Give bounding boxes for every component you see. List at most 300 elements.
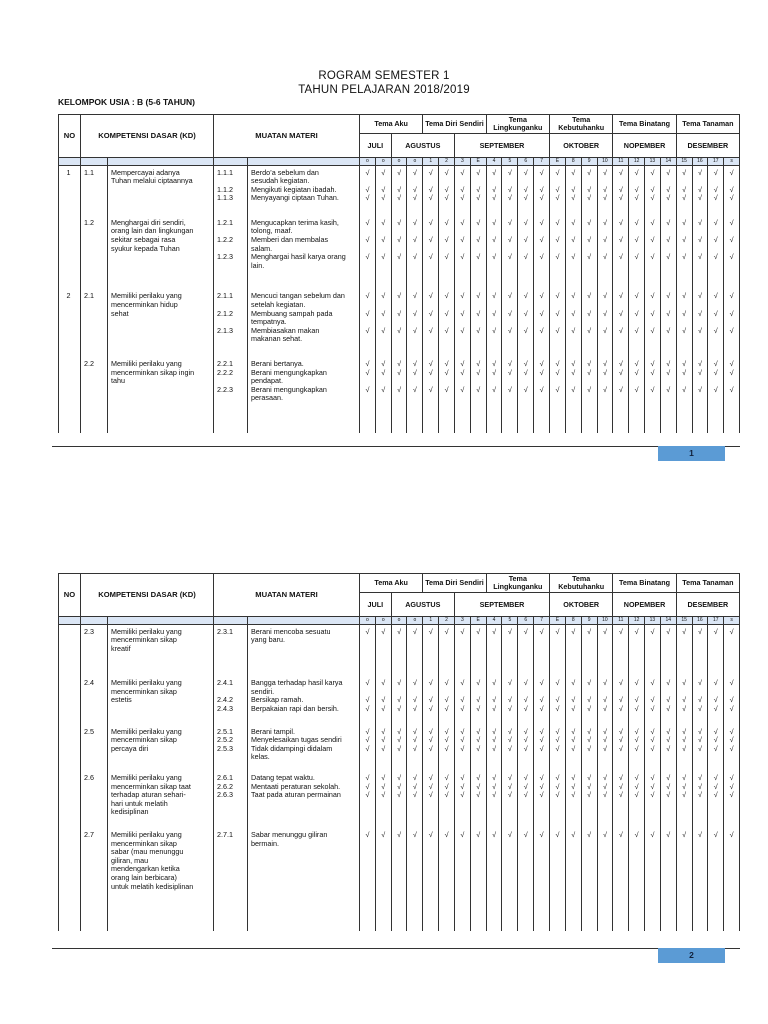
week-number: 17 — [708, 617, 724, 625]
week-check-cell — [454, 628, 470, 654]
check-mark: √ — [555, 627, 560, 636]
check-mark: √ — [365, 790, 370, 800]
check-mark: √ — [476, 184, 481, 194]
materi-code: 2.5.1 — [217, 727, 233, 736]
month-header: OKTOBER — [550, 134, 613, 158]
week-check-cell — [502, 219, 518, 271]
week-check-cell — [565, 831, 581, 891]
check-mark: √ — [555, 360, 560, 368]
week-check-cell — [486, 628, 502, 654]
check-mark: √ — [539, 774, 544, 783]
check-mark: √ — [476, 325, 481, 335]
week-number: o — [407, 617, 423, 625]
check-mark: √ — [634, 292, 639, 301]
week-check-cell — [613, 360, 629, 403]
check-mark: √ — [555, 695, 560, 705]
check-blank — [629, 636, 644, 645]
check-mark: √ — [476, 360, 481, 368]
kd-description — [108, 774, 214, 817]
check-mark: √ — [602, 790, 607, 800]
check-mark: √ — [634, 184, 639, 194]
check-blank — [423, 753, 438, 762]
week-check-cell — [597, 728, 613, 762]
check-mark: √ — [460, 695, 465, 705]
check-blank — [392, 394, 407, 403]
check-mark: √ — [428, 831, 433, 839]
check-mark: √ — [492, 360, 497, 368]
check-mark: √ — [507, 727, 512, 736]
theme-header: Tema Aku — [360, 574, 423, 593]
check-mark: √ — [381, 735, 386, 745]
check-blank — [376, 840, 391, 849]
kd-description-line: hari untuk melatih — [111, 798, 168, 808]
check-mark: √ — [492, 704, 497, 714]
check-mark: √ — [634, 193, 639, 203]
check-mark: √ — [444, 235, 449, 245]
week-check-cell — [439, 831, 455, 891]
check-mark: √ — [444, 774, 449, 783]
check-mark: √ — [397, 184, 402, 194]
check-mark: √ — [666, 735, 671, 745]
check-mark: √ — [397, 193, 402, 203]
check-mark: √ — [460, 774, 465, 783]
week-check-cell — [660, 679, 676, 713]
check-mark: √ — [444, 679, 449, 688]
week-check-cell — [360, 628, 376, 654]
check-mark: √ — [697, 360, 702, 368]
check-mark: √ — [476, 774, 481, 783]
week-check-cell — [708, 831, 724, 891]
check-mark: √ — [602, 774, 607, 783]
week-number: 9 — [581, 617, 597, 625]
check-mark: √ — [397, 252, 402, 262]
check-mark: √ — [666, 790, 671, 800]
week-check-cell — [613, 292, 629, 344]
check-mark: √ — [523, 704, 528, 714]
check-mark: √ — [650, 325, 655, 335]
week-check-cell — [565, 169, 581, 203]
week-check-cell — [660, 169, 676, 203]
check-mark: √ — [555, 184, 560, 194]
check-mark: √ — [587, 695, 592, 705]
check-mark: √ — [555, 292, 560, 301]
check-mark: √ — [634, 790, 639, 800]
check-blank — [677, 753, 692, 762]
materi-text: Membiasakan makan — [251, 325, 320, 335]
check-mark: √ — [365, 627, 370, 636]
materi-code: 2.3.1 — [217, 627, 233, 636]
check-blank — [360, 262, 375, 271]
check-mark: √ — [444, 743, 449, 753]
check-blank — [693, 262, 708, 271]
week-number: 6 — [518, 158, 534, 166]
week-check-cell — [676, 831, 692, 891]
document-title: ROGRAM SEMESTER 1 — [318, 70, 450, 82]
check-mark: √ — [365, 743, 370, 753]
check-mark: √ — [412, 292, 417, 301]
week-check-cell — [581, 774, 597, 817]
check-blank — [502, 262, 517, 271]
check-mark: √ — [682, 627, 687, 636]
week-check-cell — [565, 774, 581, 817]
check-mark: √ — [412, 695, 417, 705]
check-mark: √ — [523, 774, 528, 783]
check-mark: √ — [412, 193, 417, 203]
program-table-page-2 — [58, 573, 740, 931]
check-mark: √ — [428, 727, 433, 736]
check-blank — [598, 636, 613, 645]
check-mark: √ — [666, 235, 671, 245]
check-mark: √ — [397, 384, 402, 394]
check-mark: √ — [602, 367, 607, 377]
check-mark: √ — [460, 831, 465, 839]
week-number: 11 — [613, 158, 629, 166]
check-mark: √ — [587, 774, 592, 783]
week-check-cell — [629, 679, 645, 713]
check-mark: √ — [729, 308, 734, 318]
check-mark: √ — [571, 218, 576, 227]
check-mark: √ — [555, 325, 560, 335]
check-mark: √ — [412, 704, 417, 714]
check-mark: √ — [650, 704, 655, 714]
check-mark: √ — [650, 292, 655, 301]
materi-text: Membuang sampah pada — [251, 308, 333, 318]
check-blank — [502, 636, 517, 645]
check-mark: √ — [729, 184, 734, 194]
check-mark: √ — [729, 360, 734, 368]
check-mark: √ — [555, 790, 560, 800]
check-blank — [661, 394, 676, 403]
check-mark: √ — [713, 367, 718, 377]
check-mark: √ — [460, 184, 465, 194]
check-mark: √ — [460, 727, 465, 736]
check-mark: √ — [539, 184, 544, 194]
check-mark: √ — [618, 695, 623, 705]
check-mark: √ — [365, 704, 370, 714]
check-mark: √ — [682, 360, 687, 368]
week-check-cell — [518, 219, 534, 271]
materi-code: 1.2.1 — [217, 218, 233, 227]
check-mark: √ — [729, 679, 734, 688]
check-mark: √ — [571, 367, 576, 377]
week-number: o — [375, 617, 391, 625]
week-check-cell — [518, 292, 534, 344]
materi-code: 1.1.3 — [217, 193, 233, 203]
check-mark: √ — [697, 831, 702, 839]
week-check-cell — [708, 360, 724, 403]
check-mark: √ — [697, 218, 702, 227]
check-mark: √ — [666, 168, 671, 177]
check-mark: √ — [602, 360, 607, 368]
check-mark: √ — [460, 743, 465, 753]
check-blank — [360, 335, 375, 344]
week-check-cell — [708, 679, 724, 713]
week-number: 5 — [502, 617, 518, 625]
week-check-cell — [645, 292, 661, 344]
page-divider — [52, 948, 740, 949]
row-number — [59, 728, 81, 762]
check-mark: √ — [618, 831, 623, 839]
week-check-cell — [486, 831, 502, 891]
check-blank — [613, 335, 628, 344]
check-mark: √ — [507, 679, 512, 688]
check-mark: √ — [444, 384, 449, 394]
check-mark: √ — [507, 774, 512, 783]
check-mark: √ — [571, 193, 576, 203]
check-mark: √ — [729, 193, 734, 203]
week-check-cell — [470, 219, 486, 271]
materi-text: Berani mengungkapkan — [251, 384, 327, 394]
check-mark: √ — [650, 743, 655, 753]
check-mark: √ — [381, 218, 386, 227]
check-mark: √ — [713, 168, 718, 177]
materi-text: sendiri. — [251, 686, 275, 696]
check-mark: √ — [634, 384, 639, 394]
check-mark: √ — [539, 735, 544, 745]
kd-description-line: Memiliki perilaku yang — [111, 360, 182, 368]
check-mark: √ — [381, 774, 386, 783]
check-blank — [407, 262, 422, 271]
check-mark: √ — [697, 743, 702, 753]
materi-code: 1.2.3 — [217, 252, 233, 262]
check-mark: √ — [682, 704, 687, 714]
check-blank — [550, 335, 565, 344]
check-mark: √ — [539, 308, 544, 318]
check-mark: √ — [492, 235, 497, 245]
check-mark: √ — [523, 325, 528, 335]
materi-code-blank — [217, 753, 245, 762]
check-blank — [407, 394, 422, 403]
kd-description — [108, 831, 214, 891]
check-mark: √ — [539, 695, 544, 705]
check-mark: √ — [602, 325, 607, 335]
check-blank — [455, 335, 470, 344]
kd-description-line: giliran, mau — [111, 855, 149, 865]
check-blank — [724, 753, 739, 762]
check-mark: √ — [571, 695, 576, 705]
week-number: o — [375, 158, 391, 166]
materi-text: yang baru. — [251, 635, 285, 645]
check-mark: √ — [618, 360, 623, 368]
check-mark: √ — [555, 308, 560, 318]
check-blank — [534, 636, 549, 645]
materi-text: Mengikuti kegiatan ibadah. — [251, 184, 337, 194]
check-mark: √ — [650, 367, 655, 377]
check-blank — [708, 394, 723, 403]
check-blank — [407, 636, 422, 645]
month-header: SEPTEMBER — [454, 134, 549, 158]
check-mark: √ — [476, 218, 481, 227]
week-check-cell — [391, 360, 407, 403]
materi-code: 2.7.1 — [217, 831, 233, 839]
month-header: NOPEMBER — [613, 134, 676, 158]
check-mark: √ — [587, 735, 592, 745]
check-mark: √ — [428, 168, 433, 177]
week-check-cell — [391, 728, 407, 762]
check-mark: √ — [365, 252, 370, 262]
week-check-cell — [613, 169, 629, 203]
materi-text: makanan sehat. — [251, 334, 303, 344]
month-header: AGUSTUS — [391, 134, 454, 158]
materi-code: 2.2.2 — [217, 367, 233, 377]
week-row-blank — [214, 158, 248, 166]
check-mark: √ — [492, 252, 497, 262]
week-check-cell — [629, 219, 645, 271]
materi-text: Bangga terhadap hasil karya — [251, 679, 343, 688]
week-check-cell — [660, 219, 676, 271]
check-mark: √ — [476, 831, 481, 839]
check-mark: √ — [571, 627, 576, 636]
week-check-cell — [708, 628, 724, 654]
check-mark: √ — [507, 360, 512, 368]
theme-header: Tema Lingkunganku — [486, 574, 549, 593]
page-number-badge: 2 — [658, 948, 725, 963]
week-check-cell — [423, 360, 439, 403]
check-blank — [661, 840, 676, 849]
week-row-blank — [214, 617, 248, 625]
week-number: 9 — [581, 158, 597, 166]
check-mark: √ — [539, 704, 544, 714]
check-mark: √ — [650, 360, 655, 368]
check-blank — [534, 262, 549, 271]
check-blank — [645, 262, 660, 271]
week-check-cell — [708, 219, 724, 271]
competency-row — [59, 774, 740, 817]
check-blank — [502, 753, 517, 762]
check-mark: √ — [476, 168, 481, 177]
check-mark: √ — [587, 743, 592, 753]
check-mark: √ — [428, 384, 433, 394]
week-check-cell — [550, 219, 566, 271]
check-mark: √ — [682, 735, 687, 745]
week-number: 6 — [518, 617, 534, 625]
check-blank — [645, 753, 660, 762]
check-mark: √ — [507, 168, 512, 177]
row-number — [59, 831, 81, 891]
check-blank — [645, 636, 660, 645]
competency-row — [59, 292, 740, 344]
check-blank — [724, 335, 739, 344]
week-check-cell — [660, 831, 676, 891]
check-mark: √ — [555, 781, 560, 791]
check-mark: √ — [713, 360, 718, 368]
check-mark: √ — [682, 325, 687, 335]
check-blank — [661, 753, 676, 762]
check-mark: √ — [507, 831, 512, 839]
week-number: 13 — [645, 617, 661, 625]
check-mark: √ — [650, 252, 655, 262]
week-check-cell — [581, 679, 597, 713]
check-blank — [708, 840, 723, 849]
week-check-cell — [470, 831, 486, 891]
check-mark: √ — [523, 384, 528, 394]
week-check-cell — [439, 628, 455, 654]
check-mark: √ — [555, 235, 560, 245]
week-check-cell — [565, 292, 581, 344]
week-number: 3 — [454, 617, 470, 625]
check-mark: √ — [682, 193, 687, 203]
check-mark: √ — [460, 627, 465, 636]
check-blank — [550, 753, 565, 762]
materi-descriptions — [248, 628, 360, 654]
check-mark: √ — [444, 218, 449, 227]
check-mark: √ — [618, 193, 623, 203]
check-mark: √ — [713, 218, 718, 227]
check-blank — [598, 840, 613, 849]
check-mark: √ — [397, 735, 402, 745]
week-check-cell — [550, 679, 566, 713]
check-mark: √ — [507, 735, 512, 745]
check-mark: √ — [523, 627, 528, 636]
check-mark: √ — [666, 218, 671, 227]
check-mark: √ — [682, 184, 687, 194]
check-blank — [613, 394, 628, 403]
week-number: s — [724, 158, 740, 166]
check-mark: √ — [476, 695, 481, 705]
check-blank — [471, 394, 486, 403]
materi-text: Berani mencoba sesuatu — [251, 627, 331, 636]
materi-text: lain. — [251, 260, 265, 270]
check-mark: √ — [397, 325, 402, 335]
week-check-cell — [724, 360, 740, 403]
materi-text: Mengucapkan terima kasih, — [251, 218, 339, 227]
materi-text: Berani tampil. — [251, 727, 295, 736]
check-mark: √ — [412, 218, 417, 227]
week-check-cell — [454, 728, 470, 762]
materi-text: tolong, maaf. — [251, 226, 293, 236]
check-blank — [471, 335, 486, 344]
check-mark: √ — [634, 218, 639, 227]
week-check-cell — [391, 219, 407, 271]
check-mark: √ — [666, 679, 671, 688]
week-check-cell — [360, 831, 376, 891]
materi-descriptions — [248, 728, 360, 762]
theme-header: Tema Diri Sendiri — [423, 115, 486, 134]
check-blank — [677, 840, 692, 849]
check-mark: √ — [523, 292, 528, 301]
check-mark: √ — [476, 735, 481, 745]
check-blank — [566, 394, 581, 403]
check-blank — [693, 394, 708, 403]
check-mark: √ — [476, 627, 481, 636]
check-mark: √ — [523, 743, 528, 753]
check-mark: √ — [729, 727, 734, 736]
check-mark: √ — [428, 292, 433, 301]
check-mark: √ — [460, 367, 465, 377]
check-mark: √ — [397, 727, 402, 736]
week-number: 16 — [692, 158, 708, 166]
week-check-cell — [565, 628, 581, 654]
check-mark: √ — [460, 292, 465, 301]
check-mark: √ — [428, 695, 433, 705]
check-mark: √ — [444, 184, 449, 194]
week-check-cell — [407, 831, 423, 891]
check-blank — [455, 262, 470, 271]
competency-row — [59, 169, 740, 203]
check-mark: √ — [507, 627, 512, 636]
materi-descriptions — [248, 169, 360, 203]
week-check-cell — [565, 360, 581, 403]
check-mark: √ — [428, 193, 433, 203]
kd-description-line: sabar (mau menunggu — [111, 847, 184, 857]
week-check-cell — [375, 360, 391, 403]
week-number: E — [550, 158, 566, 166]
week-check-cell — [407, 774, 423, 817]
materi-text: salam. — [251, 243, 273, 253]
check-blank — [376, 335, 391, 344]
check-blank — [645, 394, 660, 403]
check-mark: √ — [428, 774, 433, 783]
